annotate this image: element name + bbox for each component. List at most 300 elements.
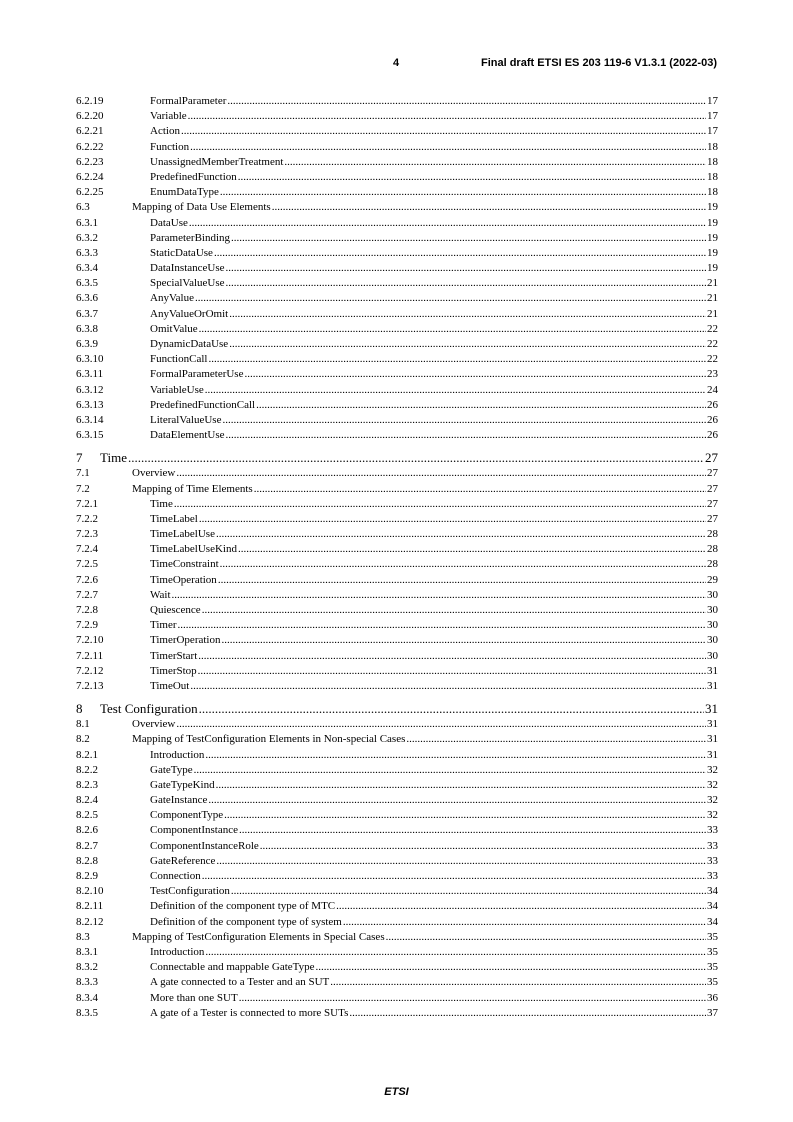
toc-entry-title: TimeOut (150, 679, 190, 692)
toc-entry[interactable] (76, 854, 718, 869)
toc-entry-number: 8 (76, 701, 83, 717)
toc-entry-number: 6.3.15 (76, 429, 104, 442)
toc-entry-page: 27 (707, 467, 718, 480)
toc-entry-page: 21 (707, 307, 718, 320)
toc-entry[interactable] (76, 124, 718, 139)
toc-leader-dots (208, 793, 706, 808)
toc-entry-title: TimeLabelUseKind (150, 543, 237, 556)
toc-entry-title: Overview (132, 467, 176, 480)
toc-entry-page: 30 (707, 619, 718, 632)
toc-leader-dots (128, 450, 704, 466)
toc-entry-title: FunctionCall (150, 353, 208, 366)
toc-entry-number: 8.3.1 (76, 945, 98, 958)
toc-entry[interactable] (76, 573, 718, 588)
toc-entry-number: 8.2 (76, 733, 90, 746)
toc-entry-number: 6.2.25 (76, 186, 104, 199)
toc-entry[interactable] (76, 352, 718, 367)
toc-entry-page: 19 (707, 262, 718, 275)
toc-entry-title: FormalParameterUse (150, 368, 244, 381)
toc-entry-title: Time (150, 497, 173, 510)
toc-entry[interactable] (76, 701, 718, 717)
toc-entry-number: 6.3.4 (76, 262, 98, 275)
toc-entry-title: UnassignedMemberTreatment (150, 155, 284, 168)
toc-leader-dots (221, 633, 706, 648)
toc-leader-dots (190, 679, 706, 694)
toc-entry[interactable] (76, 512, 718, 527)
toc-entry-page: 22 (707, 353, 718, 366)
toc-entry-page: 33 (707, 870, 718, 882)
toc-entry[interactable] (76, 482, 718, 497)
toc-entry[interactable] (76, 94, 718, 109)
toc-leader-dots (239, 823, 706, 838)
toc-entry-title: TimerStart (150, 649, 198, 662)
toc-leader-dots (231, 231, 706, 246)
toc-entry-page: 28 (707, 543, 718, 556)
toc-entry-title: Timer (150, 619, 177, 632)
toc-entry-page: 18 (707, 170, 718, 183)
toc-entry-page: 19 (707, 231, 718, 244)
toc-entry[interactable] (76, 915, 718, 930)
toc-entry[interactable] (76, 497, 718, 512)
toc-entry-number: 8.3.3 (76, 976, 98, 989)
toc-leader-dots (214, 246, 706, 261)
toc-entry-number: 6.3.3 (76, 246, 98, 259)
toc-entry-title: ComponentInstanceRole (150, 839, 259, 852)
toc-leader-dots (205, 383, 706, 398)
toc-leader-dots (272, 200, 706, 215)
toc-leader-dots (226, 261, 706, 276)
toc-entry-title: GateReference (150, 854, 216, 867)
toc-entry[interactable] (76, 763, 718, 778)
toc-entry[interactable] (76, 398, 718, 413)
toc-entry-title: AnyValue (150, 292, 194, 305)
toc-leader-dots (202, 603, 706, 618)
toc-entry-title: OmitValue (150, 322, 198, 335)
toc-entry[interactable] (76, 603, 718, 618)
toc-entry[interactable] (76, 839, 718, 854)
toc-entry-page: 36 (707, 991, 718, 1004)
toc-entry[interactable] (76, 557, 718, 572)
toc-entry-page: 32 (707, 778, 718, 791)
toc-entry-title: GateInstance (150, 794, 208, 807)
toc-entry-page: 34 (707, 900, 718, 913)
toc-entry[interactable] (76, 428, 718, 443)
toc-entry-page: 27 (707, 512, 718, 525)
toc-entry-title: TimeLabel (150, 512, 198, 525)
toc-leader-dots (386, 930, 706, 945)
toc-entry[interactable] (76, 367, 718, 382)
toc-leader-dots (216, 527, 706, 542)
toc-entry-page: 30 (707, 588, 718, 601)
toc-entry-page: 28 (707, 528, 718, 541)
toc-leader-dots (229, 337, 706, 352)
toc-entry-page: 37 (707, 1006, 718, 1019)
toc-entry[interactable] (76, 322, 718, 337)
toc-leader-dots (284, 155, 706, 170)
toc-entry-number: 8.3 (76, 930, 90, 943)
toc-entry-title: Time (100, 450, 127, 466)
toc-entry[interactable] (76, 748, 718, 763)
toc-leader-dots (330, 975, 706, 990)
toc-leader-dots (172, 588, 707, 603)
toc-entry[interactable] (76, 717, 718, 732)
toc-entry-number: 7.2.1 (76, 497, 98, 510)
toc-entry-page: 34 (707, 915, 718, 928)
toc-entry-title: TimerOperation (150, 634, 221, 647)
toc-entry-number: 8.3.2 (76, 961, 98, 974)
toc-leader-dots (199, 322, 706, 337)
toc-entry-page: 17 (707, 110, 718, 123)
toc-leader-dots (174, 497, 706, 512)
toc-entry-number: 7.2.3 (76, 528, 98, 541)
toc-entry-number: 6.2.21 (76, 125, 104, 138)
toc-entry-number: 7.2.6 (76, 573, 98, 586)
toc-entry-number: 6.3 (76, 201, 90, 214)
toc-entry-page: 28 (707, 558, 718, 571)
toc-entry[interactable] (76, 307, 718, 322)
toc-leader-dots (216, 778, 706, 793)
toc-entry-page: 31 (707, 664, 718, 677)
toc-entry-number: 7.2.2 (76, 512, 98, 525)
toc-entry-page: 31 (705, 701, 718, 717)
toc-entry-page: 34 (707, 885, 718, 898)
toc-entry-page: 31 (707, 733, 718, 746)
toc-leader-dots (256, 398, 706, 413)
toc-leader-dots (244, 367, 706, 382)
table-of-contents (76, 94, 718, 1021)
toc-leader-dots (254, 482, 706, 497)
toc-entry-page: 18 (707, 155, 718, 168)
toc-entry-page: 30 (707, 604, 718, 616)
toc-entry-page: 19 (707, 216, 718, 229)
toc-entry-title: PredefinedFunction (150, 170, 237, 183)
toc-entry[interactable] (76, 413, 718, 428)
toc-entry-number: 8.2.12 (76, 915, 104, 928)
toc-entry[interactable] (76, 869, 718, 884)
toc-entry-title: TimeOperation (150, 573, 217, 586)
toc-entry[interactable] (76, 618, 718, 633)
toc-entry-title: More than one SUT (150, 991, 238, 1004)
toc-entry-page: 26 (707, 429, 718, 442)
toc-entry-number: 6.3.7 (76, 307, 98, 320)
toc-leader-dots (336, 899, 706, 914)
toc-entry-page: 23 (707, 368, 718, 381)
toc-leader-dots (406, 732, 706, 747)
toc-leader-dots (208, 352, 706, 367)
toc-entry-page: 35 (707, 930, 718, 943)
toc-entry[interactable] (76, 945, 718, 960)
toc-entry-title: ParameterBinding (150, 231, 231, 244)
toc-entry[interactable] (76, 1006, 718, 1021)
toc-entry[interactable] (76, 991, 718, 1006)
toc-entry[interactable] (76, 170, 718, 185)
toc-entry-number: 7.2.10 (76, 634, 104, 647)
toc-entry-number: 6.3.10 (76, 353, 104, 366)
toc-entry-page: 18 (707, 140, 718, 153)
toc-entry-title: Test Configuration (100, 701, 198, 717)
toc-entry[interactable] (76, 808, 718, 823)
toc-entry[interactable] (76, 975, 718, 990)
toc-entry[interactable] (76, 140, 718, 155)
toc-entry-title: Introduction (150, 748, 205, 761)
toc-entry-page: 30 (707, 634, 718, 647)
toc-entry[interactable] (76, 732, 718, 747)
toc-entry[interactable] (76, 185, 718, 200)
toc-leader-dots (222, 413, 706, 428)
toc-entry[interactable] (76, 261, 718, 276)
toc-entry-number: 6.3.14 (76, 413, 104, 426)
toc-entry-page: 35 (707, 945, 718, 958)
toc-leader-dots (224, 808, 706, 823)
toc-entry-page: 21 (707, 277, 718, 290)
toc-entry-number: 6.2.20 (76, 110, 104, 123)
toc-entry-number: 7 (76, 450, 83, 466)
toc-entry-number: 8.1 (76, 718, 90, 731)
toc-entry-number: 6.3.13 (76, 398, 104, 411)
toc-entry-title: A gate of a Tester is connected to more SUTs (150, 1006, 349, 1019)
toc-entry-title: VariableUse (150, 383, 204, 396)
toc-leader-dots (226, 428, 706, 443)
toc-entry-page: 33 (707, 824, 718, 837)
toc-entry-title: LiteralValueUse (150, 413, 222, 426)
toc-entry-number: 6.2.22 (76, 140, 104, 153)
toc-entry-page: 21 (707, 292, 718, 305)
toc-entry[interactable] (76, 337, 718, 352)
toc-leader-dots (198, 664, 706, 679)
toc-entry-page: 27 (707, 497, 718, 510)
toc-entry-number: 6.3.2 (76, 231, 98, 244)
toc-entry-page: 29 (707, 573, 718, 586)
toc-entry-title: Introduction (150, 945, 205, 958)
toc-leader-dots (239, 991, 706, 1006)
toc-entry-number: 8.2.2 (76, 763, 98, 776)
toc-entry[interactable] (76, 588, 718, 603)
toc-leader-dots (343, 915, 706, 930)
toc-entry-title: ComponentInstance (150, 824, 238, 837)
toc-leader-dots (205, 748, 706, 763)
toc-entry-page: 17 (707, 125, 718, 138)
toc-entry-title: Definition of the component type of MTC (150, 900, 336, 913)
toc-leader-dots (238, 170, 706, 185)
toc-entry-page: 31 (707, 679, 718, 692)
toc-entry-title: Variable (150, 110, 187, 123)
toc-entry-title: Mapping of TestConfiguration Elements in Special Cases (132, 930, 385, 943)
toc-leader-dots (194, 763, 706, 778)
toc-entry-title: Overview (132, 718, 176, 731)
toc-entry-title: Definition of the component type of system (150, 915, 342, 928)
toc-leader-dots (195, 291, 706, 306)
toc-entry-number: 7.2.13 (76, 679, 104, 692)
toc-entry-title: PredefinedFunctionCall (150, 398, 256, 411)
toc-entry-number: 8.2.4 (76, 794, 98, 807)
toc-entry[interactable] (76, 246, 718, 261)
page-number: 4 (393, 57, 400, 69)
toc-leader-dots (218, 573, 706, 588)
toc-entry-number: 8.2.7 (76, 839, 98, 852)
toc-entry-title: TimeLabelUse (150, 528, 215, 541)
toc-entry-number: 6.3.6 (76, 292, 98, 305)
toc-entry[interactable] (76, 200, 718, 215)
toc-entry-title: DynamicDataUse (150, 338, 229, 350)
toc-entry-title: Function (150, 140, 190, 153)
toc-leader-dots (176, 466, 706, 481)
toc-entry-number: 6.2.24 (76, 170, 104, 183)
toc-entry-title: A gate connected to a Tester and an SUT (150, 976, 330, 989)
toc-entry-number: 8.2.6 (76, 824, 98, 837)
toc-entry-page: 35 (707, 976, 718, 989)
toc-leader-dots (220, 185, 706, 200)
toc-entry[interactable] (76, 231, 718, 246)
toc-entry-number: 6.2.19 (76, 95, 104, 107)
toc-entry-title: FormalParameter (150, 95, 227, 107)
toc-entry[interactable] (76, 109, 718, 124)
toc-entry-number: 6.3.1 (76, 216, 98, 229)
toc-leader-dots (181, 124, 706, 139)
toc-entry-page: 22 (707, 338, 718, 350)
toc-entry-number: 6.3.11 (76, 368, 104, 381)
toc-leader-dots (260, 839, 706, 854)
toc-entry[interactable] (76, 542, 718, 557)
toc-entry-number: 7.2.5 (76, 558, 98, 571)
toc-entry-number: 7.2.12 (76, 664, 104, 677)
toc-leader-dots (188, 109, 706, 124)
toc-entry-title: Action (150, 125, 180, 138)
toc-entry-number: 6.2.23 (76, 155, 104, 168)
toc-entry[interactable] (76, 383, 718, 398)
toc-entry-title: TimeConstraint (150, 558, 219, 571)
toc-entry-title: ComponentType (150, 809, 224, 822)
toc-leader-dots (315, 960, 706, 975)
toc-entry-page: 31 (707, 718, 718, 731)
toc-entry[interactable] (76, 960, 718, 975)
toc-entry[interactable] (76, 291, 718, 306)
toc-entry-page: 18 (707, 186, 718, 199)
toc-entry[interactable] (76, 633, 718, 648)
toc-entry-title: StaticDataUse (150, 246, 213, 259)
toc-entry-number: 6.3.9 (76, 338, 98, 350)
toc-entry-title: EnumDataType (150, 186, 219, 199)
toc-entry-number: 6.3.12 (76, 383, 104, 396)
toc-entry-title: DataInstanceUse (150, 262, 225, 275)
toc-entry-number: 8.3.4 (76, 991, 98, 1004)
toc-entry[interactable] (76, 466, 718, 481)
toc-entry-page: 32 (707, 794, 718, 807)
toc-leader-dots (190, 140, 706, 155)
toc-entry-number: 7.2.8 (76, 604, 98, 616)
toc-entry-page: 33 (707, 839, 718, 852)
toc-entry-number: 7.1 (76, 467, 90, 480)
toc-entry-number: 6.3.8 (76, 322, 98, 335)
toc-entry-title: DataElementUse (150, 429, 225, 442)
toc-leader-dots (189, 216, 706, 231)
toc-entry-title: Wait (150, 588, 171, 601)
toc-entry-page: 17 (707, 95, 718, 107)
toc-entry-number: 6.3.5 (76, 277, 98, 290)
toc-entry-title: TimerStop (150, 664, 197, 677)
toc-entry-page: 19 (707, 201, 718, 214)
toc-entry-number: 8.2.3 (76, 778, 98, 791)
toc-entry[interactable] (76, 899, 718, 914)
toc-entry-title: Mapping of Data Use Elements (132, 201, 271, 214)
toc-entry-title: TestConfiguration (150, 885, 230, 898)
toc-entry-title: GateType (150, 763, 193, 776)
toc-leader-dots (178, 618, 707, 633)
page-header (0, 57, 793, 73)
toc-entry-title: Mapping of Time Elements (132, 482, 253, 495)
toc-leader-dots (231, 884, 706, 899)
toc-entry-number: 7.2.7 (76, 588, 98, 601)
toc-entry[interactable] (76, 823, 718, 838)
document-title: Final draft ETSI ES 203 119-6 V1.3.1 (2022-03) (480, 57, 717, 69)
toc-entry[interactable] (76, 527, 718, 542)
toc-leader-dots (226, 276, 706, 291)
toc-entry[interactable] (76, 679, 718, 694)
toc-entry-page: 27 (705, 450, 718, 466)
toc-entry[interactable] (76, 930, 718, 945)
toc-entry-number: 7.2 (76, 482, 90, 495)
toc-entry-page: 33 (707, 854, 718, 867)
toc-entry-page: 22 (707, 322, 718, 335)
toc-leader-dots (238, 542, 706, 557)
toc-entry[interactable] (76, 450, 718, 466)
toc-entry[interactable] (76, 649, 718, 664)
toc-leader-dots (199, 701, 704, 717)
toc-leader-dots (349, 1006, 706, 1021)
toc-entry-title: GateTypeKind (150, 778, 215, 791)
toc-entry-page: 27 (707, 482, 718, 495)
toc-entry-page: 35 (707, 961, 718, 974)
toc-entry[interactable] (76, 276, 718, 291)
toc-leader-dots (229, 307, 706, 322)
toc-leader-dots (199, 512, 706, 527)
toc-entry-number: 8.3.5 (76, 1006, 98, 1019)
toc-entry[interactable] (76, 155, 718, 170)
toc-entry[interactable] (76, 664, 718, 679)
toc-leader-dots (198, 649, 706, 664)
toc-entry-page: 26 (707, 398, 718, 411)
toc-entry-number: 8.2.11 (76, 900, 104, 913)
toc-entry-number: 7.2.11 (76, 649, 104, 662)
toc-entry-number: 8.2.5 (76, 809, 98, 822)
toc-entry-page: 24 (707, 383, 718, 396)
toc-entry[interactable] (76, 778, 718, 793)
toc-leader-dots (216, 854, 706, 869)
toc-entry-number: 8.2.9 (76, 870, 98, 882)
toc-leader-dots (176, 717, 706, 732)
toc-entry[interactable] (76, 216, 718, 231)
toc-entry-number: 8.2.1 (76, 748, 98, 761)
toc-entry-page: 32 (707, 809, 718, 822)
toc-leader-dots (205, 945, 706, 960)
toc-entry-page: 32 (707, 763, 718, 776)
toc-leader-dots (202, 869, 706, 884)
toc-entry-page: 30 (707, 649, 718, 662)
toc-entry-number: 8.2.10 (76, 885, 104, 898)
toc-entry[interactable] (76, 884, 718, 899)
toc-entry-title: Quiescence (150, 604, 201, 616)
toc-entry-number: 7.2.9 (76, 619, 98, 632)
toc-entry-page: 31 (707, 748, 718, 761)
toc-entry-number: 8.2.8 (76, 854, 98, 867)
toc-entry-number: 7.2.4 (76, 543, 98, 556)
toc-entry-title: DataUse (150, 216, 188, 229)
toc-entry-title: Connection (150, 870, 201, 882)
toc-leader-dots (227, 94, 706, 109)
toc-entry[interactable] (76, 793, 718, 808)
toc-entry-title: Connectable and mappable GateType (150, 961, 315, 974)
toc-entry-title: AnyValueOrOmit (150, 307, 229, 320)
toc-entry-title: Mapping of TestConfiguration Elements in Non-special Cases (132, 733, 406, 746)
